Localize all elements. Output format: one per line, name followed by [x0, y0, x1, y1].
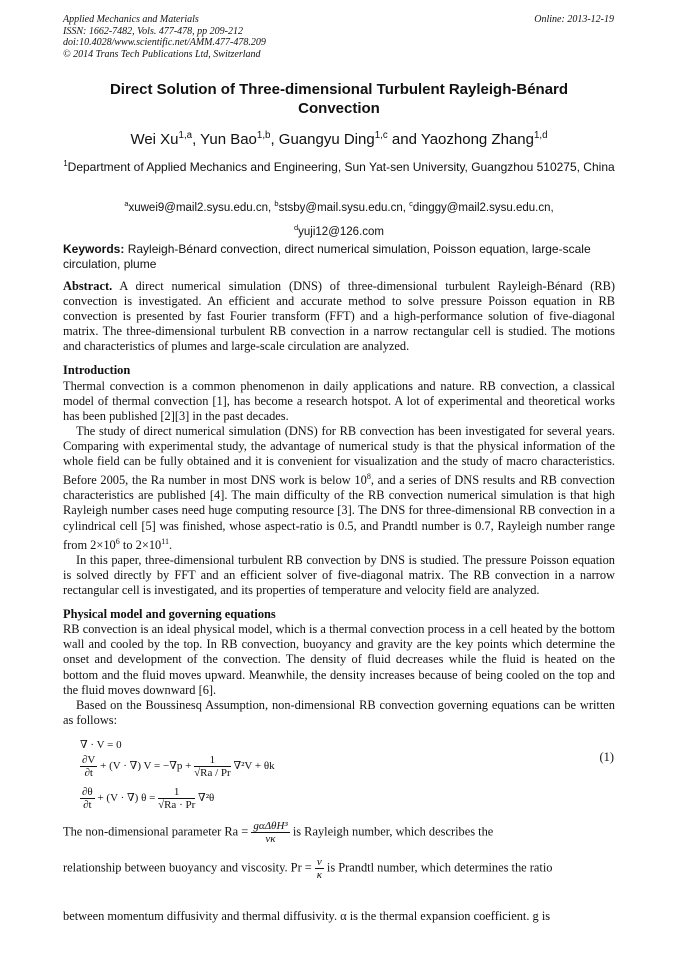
- abstract-text: A direct numerical simulation (DNS) of three-dimensional turbulent Rayleigh-Bénard (RB) convection is investigated. An efficient and accurate method to solve pressure Poisson equation in RB convection is presented by fast Fourier transform (FFT) and a high-performance solution of five-diagonal matrix. The three-dimensional turbulent RB convection in a narrow rectangular cell is studied. The motions and characteristics of plumes and large-scale circulation are analyzed.: [63, 279, 615, 354]
- paragraph-text: relationship between buoyancy and viscosity. Pr =: [63, 860, 312, 875]
- author-sup: 1,b: [256, 130, 271, 141]
- email-d[interactable]: yuji12@126.com: [298, 225, 384, 238]
- paragraph: [63, 424, 615, 553]
- equation-text: ∇ · V = 0: [80, 739, 122, 751]
- superscript: 11: [161, 536, 169, 546]
- title-line-2: Convection: [298, 100, 380, 117]
- numerator: 1: [158, 786, 195, 799]
- abstract: [63, 279, 615, 354]
- abstract-label: Abstract.: [63, 279, 113, 293]
- email-sup: d: [294, 222, 299, 232]
- paragraph-text: The non-dimensional parameter Ra =: [63, 824, 249, 839]
- author-separator: and: [387, 131, 421, 148]
- paragraph: In this paper, three-dimensional turbulent RB convection by DNS is studied. The pressure Poisson equation is solved directly by FFT and an efficient solver of five-diagonal matrix. The RB convection in a narrow rectangular cell is investigated, and its properties of temperature and velocity field are analyzed.: [63, 552, 615, 598]
- paragraph-text: to 2×10: [119, 537, 162, 552]
- equation-text: ∇²V + θk: [233, 760, 275, 773]
- online-date: Online: 2013-12-19: [534, 14, 614, 25]
- denominator: κ: [316, 869, 322, 881]
- equation-momentum: [80, 754, 275, 779]
- superscript: 8: [366, 472, 371, 482]
- email-sup: c: [409, 199, 413, 208]
- author-name: Yun Bao: [200, 131, 257, 148]
- fraction: [80, 754, 97, 779]
- title-line-1: Direct Solution of Three-dimensional Turbulent Rayleigh-Bénard: [109, 81, 569, 98]
- copyright-line: © 2014 Trans Tech Publications Ltd, Switzerland: [63, 48, 261, 60]
- numerator: gαΔθH³: [253, 820, 288, 832]
- denominator: √Ra / Pr: [194, 767, 231, 779]
- numerator: ∂θ: [82, 786, 93, 798]
- author-list: [63, 130, 615, 148]
- denominator: √Ra · Pr: [158, 799, 196, 811]
- section-heading: Introduction: [63, 363, 131, 378]
- fraction: [315, 856, 324, 881]
- fraction: [251, 820, 289, 845]
- denominator: ∂t: [84, 767, 93, 779]
- email-c[interactable]: dinggy@mail2.sysu.edu.cn,: [412, 201, 554, 214]
- paragraph-text: The study of direct numerical simulation (DNS) for RB convection has been investigated for several years. Comparing with experimental study, the advantage of numerical study is that the physical information of the whole field can be fully obtained and it is convenient for visualization and the study of macro characteristics. Before 2005, the Ra number in most DNS work is below 10: [63, 423, 615, 488]
- paragraph-text: is Prandtl number, which determines the ratio: [326, 860, 553, 875]
- equation-text: + (V · ∇) V = −∇p +: [100, 760, 192, 773]
- affiliation: [63, 156, 615, 175]
- section-heading: Physical model and governing equations: [63, 607, 276, 622]
- denominator: νκ: [265, 833, 276, 845]
- author-separator: ,: [192, 131, 201, 148]
- affiliation-text: Department of Applied Mechanics and Engineering, Sun Yat-sen University, Guangzhou 510275, China: [67, 160, 615, 174]
- superscript: 6: [115, 536, 120, 546]
- keywords-text: Rayleigh-Bénard convection, direct numerical simulation, Poisson equation, large-scale circulation, plume: [63, 242, 591, 271]
- author-name: Guangyu Ding: [278, 131, 375, 148]
- last-line: between momentum diffusivity and thermal diffusivity. α is the thermal expansion coefficient. g is: [63, 909, 551, 923]
- paper-body: [63, 279, 615, 728]
- fraction: [194, 754, 231, 779]
- email-a[interactable]: xuwei9@mail2.sysu.edu.cn,: [128, 201, 272, 214]
- author-sup: 1,a: [178, 130, 193, 141]
- equation-energy: [80, 786, 214, 811]
- author-separator: ,: [270, 131, 279, 148]
- equation-text: ∇²θ: [198, 792, 215, 805]
- equation-text: + (V · ∇) θ =: [97, 792, 156, 805]
- equation-number: (1): [599, 750, 614, 764]
- numerator: 1: [194, 754, 231, 767]
- email-b[interactable]: stsby@mail.sysu.edu.cn,: [278, 201, 406, 214]
- paragraph: Thermal convection is a common phenomenon in daily applications and nature. RB convection, a classical model of thermal convection [1], has become a research hotspot. A lot of experimental and theoretical works has been published [2][3] in the past decades.: [63, 378, 615, 423]
- pr-definition: [63, 856, 615, 881]
- author-name: Wei Xu: [130, 131, 179, 148]
- author-name: Yaozhong Zhang: [420, 131, 534, 148]
- paragraph-text: is Rayleigh number, which describes the: [292, 824, 494, 839]
- doi-line: doi:10.4028/www.scientific.net/AMM.477-478.209: [63, 37, 266, 48]
- email-sup: a: [124, 199, 129, 208]
- numerator: ν: [316, 856, 322, 868]
- ra-definition: [63, 820, 615, 845]
- paragraph-text: .: [168, 537, 173, 552]
- issn-line: ISSN: 1662-7482, Vols. 477-478, pp 209-212: [63, 25, 243, 37]
- email-sup: b: [274, 199, 279, 208]
- paragraph: Based on the Boussinesq Assumption, non-dimensional RB convection governing equations can be written as follows:: [63, 697, 615, 727]
- email-list: [63, 194, 615, 242]
- paper-title: [63, 80, 615, 118]
- fraction: [158, 786, 195, 811]
- journal-name: Applied Mechanics and Materials: [63, 14, 199, 25]
- author-sup: 1,d: [533, 130, 548, 141]
- numerator: ∂V: [82, 754, 96, 766]
- keywords: [63, 242, 615, 272]
- denominator: ∂t: [83, 799, 92, 811]
- keywords-label: Keywords:: [63, 242, 125, 256]
- paragraph-text: , and a series of DNS results and RB convection characteristics are published [4]. The main difficulty of the RB convection numerical simulation is that high Rayleigh number cases need huge computing resource [3]. The DNS for three-dimensional RB convection in a cylindrical cell [5] was finished, whose aspect-ratio is 0.5, and Prandtl number is 0.7, Rayleigh number range from 2×10: [63, 473, 615, 552]
- paragraph: RB convection is an ideal physical model, which is a thermal convection process in a cell heated by the bottom wall and cooled by the top. In RB convection, buoyancy and gravity are the key points which determine the onset and development of the convection. The density of fluid decreases while the fluid is heated on the bottom and the fluid moves upward. Meanwhile, the density increases because of being cooled on the top and the fluid moves downward [6].: [63, 622, 615, 697]
- journal-header: [63, 14, 266, 60]
- fraction: [80, 786, 95, 811]
- affiliation-sup: 1: [63, 159, 68, 168]
- author-sup: 1,c: [374, 130, 388, 141]
- equation-continuity: [80, 738, 122, 751]
